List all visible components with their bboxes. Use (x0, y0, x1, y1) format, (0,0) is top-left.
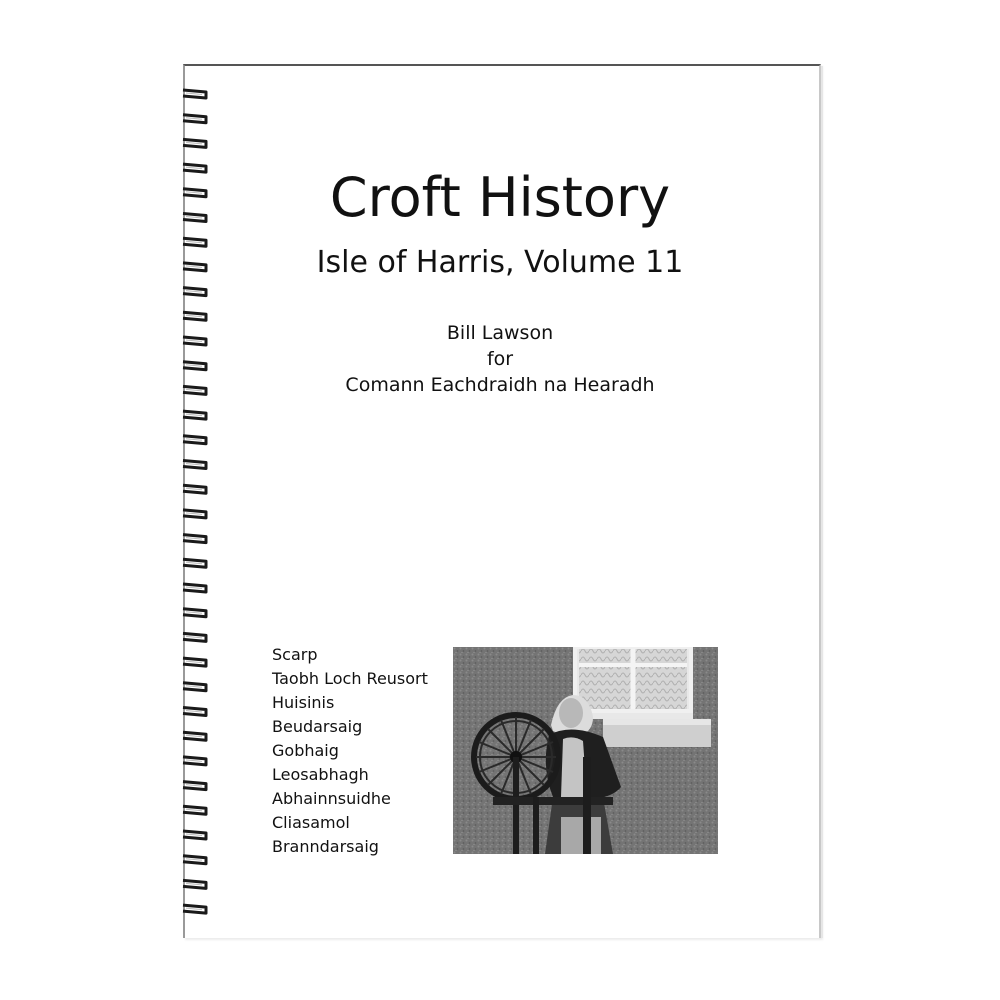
place-item: Scarp (272, 645, 318, 664)
place-item: Abhainnsuidhe (272, 789, 391, 808)
organisation-name: Comann Eachdraidh na Hearadh (345, 374, 655, 396)
book-subtitle: Isle of Harris, Volume 11 (316, 245, 684, 280)
spiral-coil (183, 831, 206, 839)
spiral-coil (183, 510, 206, 518)
place-item: Huisinis (272, 693, 335, 712)
spiral-coil (183, 485, 206, 493)
spiral-coil (183, 880, 206, 888)
spiral-coil (183, 559, 206, 567)
place-item: Taobh Loch Reusort (272, 669, 428, 688)
place-item: Gobhaig (272, 741, 339, 760)
spiral-coil (183, 856, 206, 864)
woman-spinning-wheel-photo (453, 647, 718, 854)
place-item: Branndarsaig (272, 837, 379, 856)
spiral-coil (183, 139, 206, 147)
spiral-coil (183, 732, 206, 740)
spiral-coil (183, 806, 206, 814)
photo-illustration (453, 647, 718, 854)
place-item: Cliasamol (272, 813, 350, 832)
spiral-coil (183, 584, 206, 592)
spiral-coil (183, 757, 206, 765)
spiral-coil (183, 658, 206, 666)
spiral-coil (183, 708, 206, 716)
place-item: Beudarsaig (272, 717, 363, 736)
spiral-coil (183, 609, 206, 617)
spiral-coil (183, 905, 206, 913)
spiral-coil (183, 633, 206, 641)
spiral-coil (183, 288, 206, 296)
spiral-coil (183, 782, 206, 790)
author-block (183, 320, 817, 398)
places-list (272, 643, 428, 859)
spiral-coil (183, 115, 206, 123)
place-item: Leosabhagh (272, 765, 369, 784)
spiral-coil (183, 461, 206, 469)
book-title: Croft History (329, 166, 671, 229)
spiral-coil (183, 90, 206, 98)
spiral-coil (183, 535, 206, 543)
spiral-coil (183, 683, 206, 691)
author-name: Bill Lawson (446, 322, 554, 344)
spiral-coil (183, 411, 206, 419)
for-word: for (486, 348, 514, 370)
spiral-coil (183, 436, 206, 444)
